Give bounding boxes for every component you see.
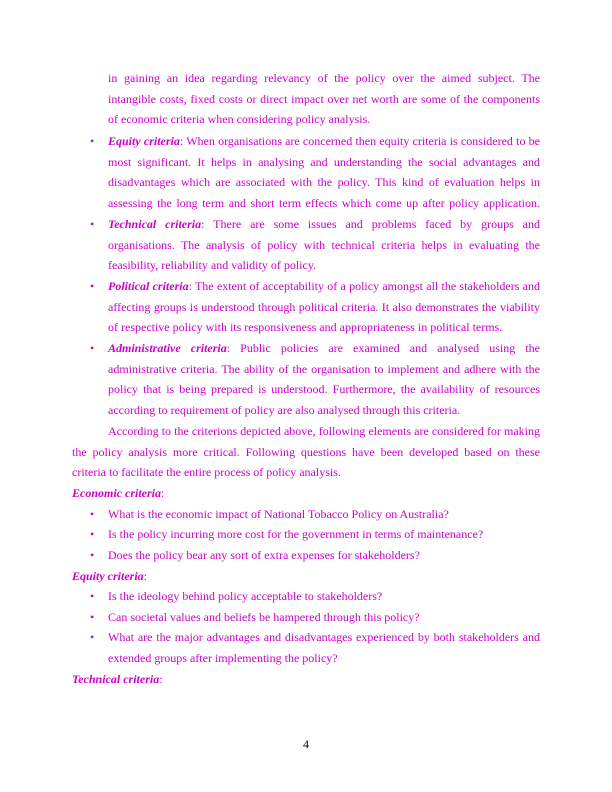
text-line: in gaining an idea regarding relevancy of the policy over the aimed subject. The	[108, 71, 540, 85]
question-text: Can societal values and beliefs be hampered through this policy?	[108, 610, 420, 624]
bullet-icon: •	[90, 217, 95, 231]
text-line: intangible costs, fixed costs or direct impact over net worth are some of the components	[108, 91, 540, 106]
section-heading-technical	[72, 669, 163, 690]
continuation-paragraph	[108, 68, 540, 130]
section-heading-economic	[72, 483, 164, 504]
text-line: of respective policy with its responsiveness and appropriateness in political terms.	[108, 320, 503, 335]
question-text: Does the policy bear any sort of extra expenses for stakeholders?	[108, 548, 420, 562]
criteria-text: : There are some issues and problems faced by groups and	[201, 217, 540, 231]
bullet-icon: •	[90, 630, 95, 644]
text-line: disadvantages which are associated with the policy. This kind of evaluation helps in	[108, 175, 540, 190]
text-line: organisations. The analysis of policy with technical criteria helps in evaluating the	[108, 237, 540, 252]
criteria-term: Administrative criteria	[108, 341, 227, 355]
text-line: affecting groups is understood through political criteria. It also demonstrates the viability	[108, 299, 540, 314]
section-heading-equity	[72, 566, 147, 587]
list-item	[108, 524, 540, 545]
text-line: the policy analysis more critical. Following questions have been developed based on these	[72, 444, 540, 459]
page-number: 4	[303, 737, 309, 751]
criteria-term: Political criteria	[108, 279, 189, 293]
text-line	[108, 338, 540, 359]
text-line: policy that is being prepared is understood. Furthermore, the availability of resources	[108, 382, 540, 397]
text-line: of economic criteria when considering policy analysis.	[108, 112, 371, 127]
text-line	[108, 276, 540, 297]
bullet-icon: •	[90, 279, 95, 293]
bullet-icon: •	[90, 589, 95, 603]
bullet-icon: •	[90, 527, 95, 541]
bullet-icon: •	[90, 341, 95, 355]
criteria-text: : When organisations are concerned then equity criteria is considered to be	[179, 134, 541, 148]
text-line: According to the criterions depicted above, following elements are considered for making	[108, 424, 540, 438]
text-line: assessing the long term and short term effects which come up after policy application.	[108, 195, 540, 210]
bullet-item-equity-criteria	[108, 131, 540, 213]
bullet-icon: •	[90, 610, 95, 624]
list-item	[108, 607, 540, 628]
question-text: What are the major advantages and disadvantages experienced by both stakeholders and	[108, 630, 540, 644]
bullet-icon: •	[90, 507, 95, 521]
heading-text: Equity criteria	[72, 569, 144, 583]
bullet-icon: •	[90, 134, 95, 148]
text-line	[108, 214, 540, 235]
summary-paragraph	[72, 421, 540, 483]
heading-colon: :	[161, 486, 165, 500]
criteria-text: : Public policies are examined and analysed using the	[226, 341, 540, 355]
criteria-text: : The extent of acceptability of a policy amongst all the stakeholders and	[188, 279, 540, 293]
criteria-term: Equity criteria	[108, 134, 180, 148]
text-line: according to requirement of policy are also analysed through this criteria.	[108, 402, 461, 417]
text-line: feasibility, reliability and validity of policy.	[108, 258, 317, 273]
heading-text: Economic criteria	[72, 486, 161, 500]
criteria-term: Technical criteria	[108, 217, 202, 231]
bullet-icon: •	[90, 548, 95, 562]
heading-colon: :	[143, 569, 148, 583]
bullet-item-political-criteria	[108, 276, 540, 338]
question-text: Is the policy incurring more cost for the government in terms of maintenance?	[108, 527, 484, 541]
list-item	[108, 586, 540, 607]
text-line: criteria to facilitate the entire process of policy analysis.	[72, 465, 341, 480]
heading-colon: :	[159, 672, 163, 686]
list-item	[108, 504, 540, 525]
text-line	[108, 131, 540, 152]
question-text: What is the economic impact of National Tobacco Policy on Australia?	[108, 507, 449, 521]
text-line: administrative criteria. The ability of the organisation to implement and adhere with the	[108, 361, 540, 376]
bullet-item-administrative-criteria	[108, 338, 540, 420]
question-text: Is the ideology behind policy acceptable to stakeholders?	[108, 589, 383, 603]
question-text: extended groups after implementing the policy?	[108, 650, 338, 665]
list-item	[108, 545, 540, 566]
list-item	[108, 627, 540, 668]
heading-text: Technical criteria	[72, 672, 160, 686]
text-line: most significant. It helps in analysing and understanding the social advantages and	[108, 154, 540, 169]
bullet-item-technical-criteria	[108, 214, 540, 276]
